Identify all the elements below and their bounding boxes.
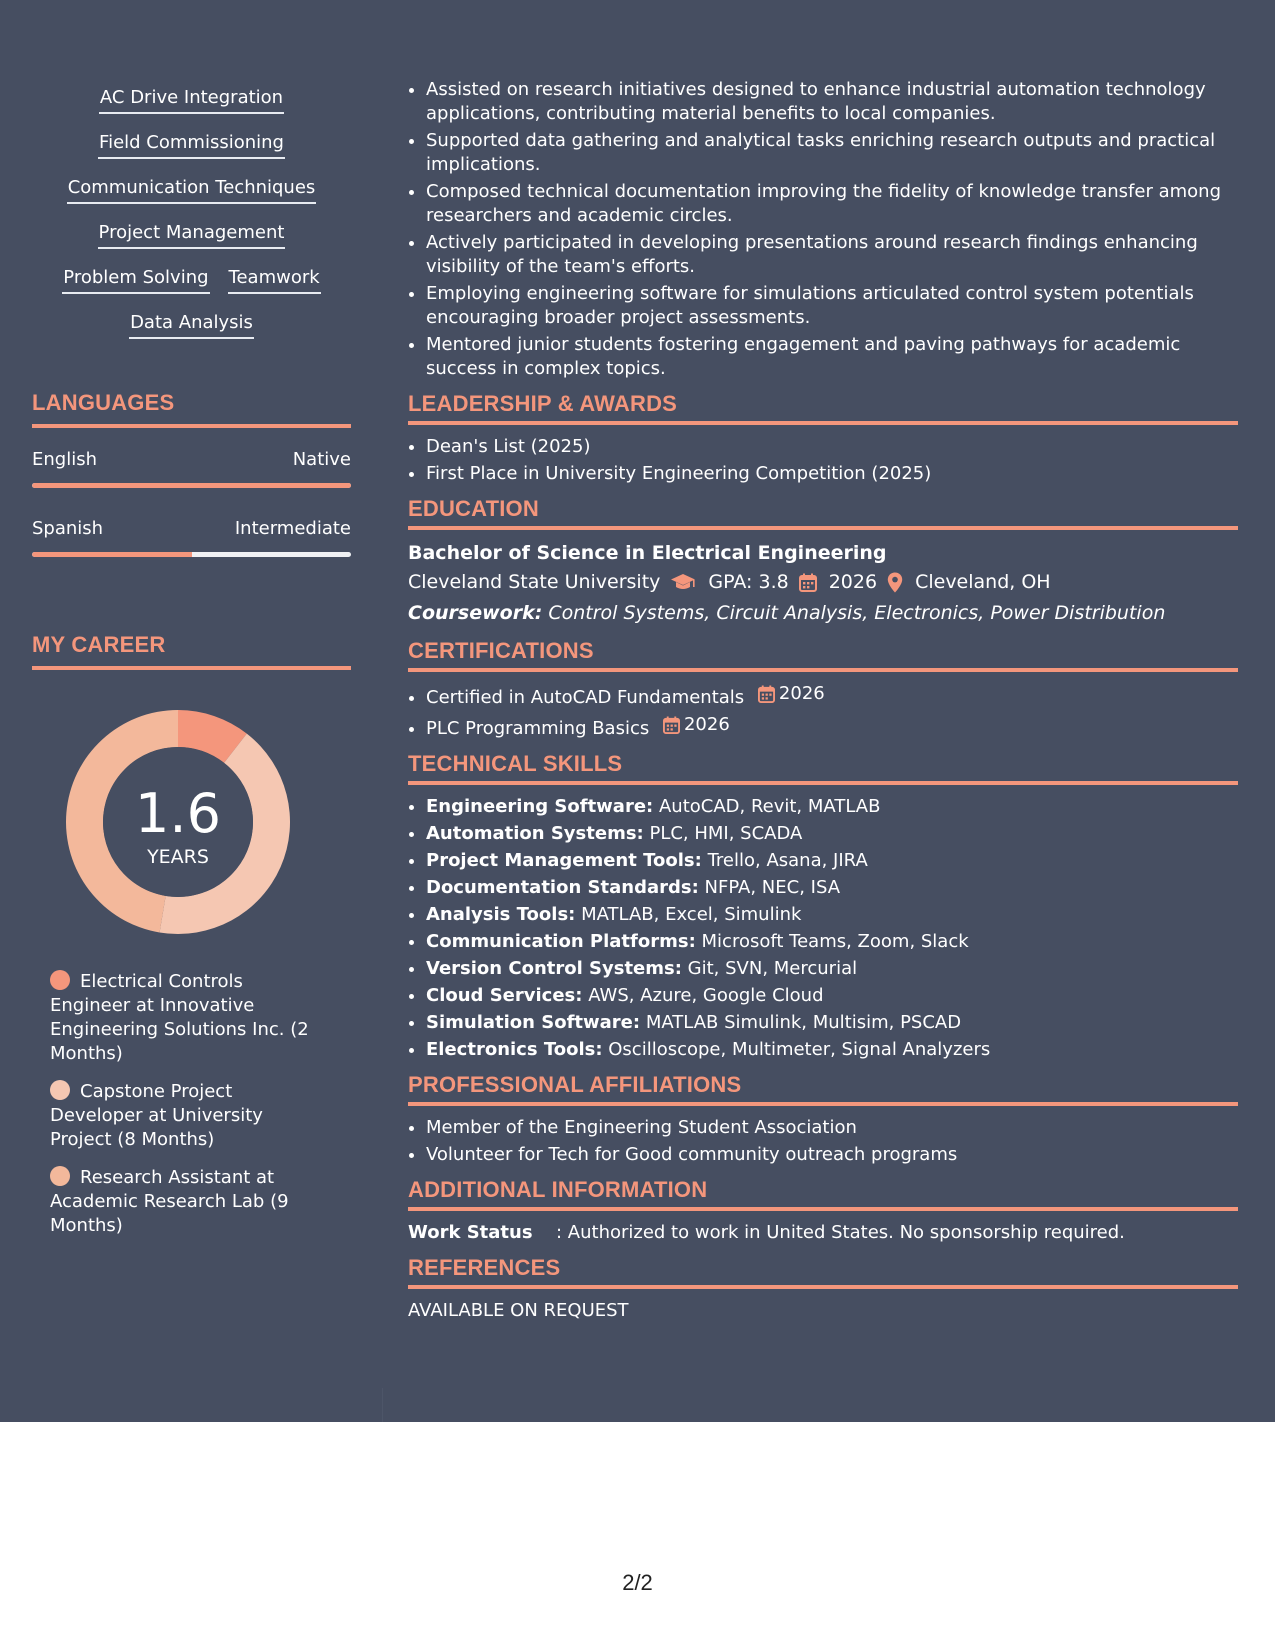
tech-skill-value: MATLAB Simulink, Multisim, PSCAD (645, 1012, 962, 1033)
language-item (32, 518, 351, 557)
language-proficiency-fill (32, 483, 351, 488)
calendar-icon (758, 685, 775, 703)
language-level: Intermediate (234, 518, 351, 539)
tech-skill-label: Simulation Software: (426, 1012, 641, 1033)
affiliation-item: • Member of the Engineering Student Association (426, 1116, 1238, 1140)
skill-tag: Communication Techniques (67, 176, 317, 204)
location-pin-icon (887, 572, 903, 593)
tech-skill-value: Microsoft Teams, Zoom, Slack (701, 931, 969, 952)
technical-skills-section (408, 752, 1238, 1062)
education-section (408, 497, 1238, 628)
tech-skill-value: AutoCAD, Revit, MATLAB (658, 796, 881, 817)
tech-skill-item (426, 1038, 1238, 1062)
career-legend-label: Electrical Controls Engineer at Innovative Engineering Solutions Inc. (2 Months) (50, 971, 309, 1064)
career-legend-item (50, 970, 320, 1066)
experience-bullet: • Supported data gathering and analytical tasks enriching research outputs and practical implications. (426, 129, 1238, 177)
tech-skill-item (426, 957, 1238, 981)
calendar-icon (799, 573, 817, 592)
certification-year: 2026 (778, 683, 825, 704)
tech-skill-value: PLC, HMI, SCADA (649, 823, 803, 844)
references-text: AVAILABLE ON REQUEST (408, 1300, 629, 1321)
skill-tags (32, 86, 351, 356)
experience-bullets (408, 78, 1238, 381)
tech-skill-item (426, 930, 1238, 954)
experience-bullet: • Assisted on research initiatives designed to enhance industrial automation technology applications, contributing material benefits to local companies. (426, 78, 1238, 126)
column-divider (382, 1388, 383, 1422)
tech-skill-value: Git, SVN, Mercurial (687, 958, 858, 979)
certification-year: 2026 (683, 714, 730, 735)
awards-section (408, 392, 1238, 486)
tech-skill-item (426, 822, 1238, 846)
school-location: Cleveland, OH (915, 571, 1051, 593)
tech-skill-value: AWS, Azure, Google Cloud (588, 985, 824, 1006)
page-number: 2/2 (622, 1570, 653, 1595)
certification-name: Certified in AutoCAD Fundamentals (426, 687, 745, 708)
legend-dot-icon (50, 970, 70, 990)
career-donut-chart (66, 710, 290, 934)
legend-dot-icon (50, 1166, 70, 1186)
tech-skill-label: Project Management Tools: (426, 850, 702, 871)
coursework-label: Coursework: (408, 602, 543, 624)
language-level: Native (292, 449, 351, 470)
tech-skill-value: MATLAB, Excel, Simulink (581, 904, 802, 925)
skill-tag: AC Drive Integration (99, 86, 284, 114)
language-name: Spanish (32, 518, 104, 539)
work-status-value: : Authorized to work in United States. No sponsorship required. (556, 1222, 1125, 1243)
career-heading: MY CAREER (32, 632, 351, 670)
award-item: • Dean's List (2025) (426, 435, 1238, 459)
calendar-icon (663, 716, 680, 734)
experience-bullet: • Employing engineering software for simulations articulated control system potentials encouraging broader project assessments. (426, 282, 1238, 330)
coursework (408, 598, 1238, 628)
technical-skills-heading: TECHNICAL SKILLS (408, 752, 1238, 785)
references-heading: REFERENCES (408, 1256, 1238, 1289)
tech-skill-item (426, 876, 1238, 900)
tech-skill-item (426, 903, 1238, 927)
additional-info-heading: ADDITIONAL INFORMATION (408, 1178, 1238, 1211)
language-proficiency-fill (32, 552, 192, 557)
references-section (408, 1256, 1238, 1323)
tech-skill-value: Trello, Asana, JIRA (707, 850, 868, 871)
tech-skill-label: Cloud Services: (426, 985, 583, 1006)
tech-skill-item (426, 984, 1238, 1008)
work-status-label: Work Status (408, 1222, 533, 1243)
language-item (32, 449, 351, 488)
graduation-year: 2026 (828, 571, 878, 593)
certification-name: PLC Programming Basics (426, 718, 650, 739)
certification-item (426, 682, 1238, 710)
career-legend-label: Capstone Project Developer at University Project (8 Months) (50, 1081, 263, 1150)
tech-skill-value: NFPA, NEC, ISA (704, 877, 841, 898)
skill-tag: Problem Solving (62, 266, 209, 294)
work-status-row (408, 1221, 1238, 1245)
skill-tag: Data Analysis (129, 311, 254, 339)
experience-bullet: • Composed technical documentation improving the fidelity of knowledge transfer among researchers and academic circles. (426, 180, 1238, 228)
tech-skill-label: Communication Platforms: (426, 931, 696, 952)
tech-skill-item (426, 795, 1238, 819)
education-details (408, 566, 1238, 598)
tech-skill-label: Electronics Tools: (426, 1039, 603, 1060)
skill-tag: Teamwork (228, 266, 321, 294)
career-total-years: 1.6 (135, 782, 221, 845)
tech-skill-label: Analysis Tools: (426, 904, 576, 925)
awards-heading: LEADERSHIP & AWARDS (408, 392, 1238, 425)
education-heading: EDUCATION (408, 497, 1238, 530)
tech-skill-label: Documentation Standards: (426, 877, 699, 898)
career-total-unit: YEARS (147, 846, 209, 868)
certification-item (426, 713, 1238, 741)
degree-title: Bachelor of Science in Electrical Engineering (408, 542, 887, 564)
school-name: Cleveland State University (408, 571, 661, 593)
gpa: GPA: 3.8 (708, 571, 789, 593)
skill-tag: Project Management (98, 221, 286, 249)
award-item: • First Place in University Engineering Competition (2025) (426, 462, 1238, 486)
career-legend-item (50, 1166, 320, 1238)
affiliations-section (408, 1073, 1238, 1167)
certifications-section (408, 639, 1238, 741)
career-legend-label: Research Assistant at Academic Research Lab (9 Months) (50, 1167, 289, 1236)
affiliation-item: • Volunteer for Tech for Good community outreach programs (426, 1143, 1238, 1167)
language-name: English (32, 449, 97, 470)
experience-bullet: • Mentored junior students fostering engagement and paving pathways for academic success in complex topics. (426, 333, 1238, 381)
language-proficiency-bar (32, 552, 351, 557)
tech-skill-item (426, 849, 1238, 873)
tech-skill-item (426, 1011, 1238, 1035)
tech-skill-label: Engineering Software: (426, 796, 654, 817)
career-legend-item (50, 1080, 320, 1152)
additional-info-section (408, 1178, 1238, 1245)
language-proficiency-bar (32, 483, 351, 488)
certifications-heading: CERTIFICATIONS (408, 639, 1238, 672)
skill-tag: Field Commissioning (98, 131, 285, 159)
tech-skill-label: Automation Systems: (426, 823, 644, 844)
tech-skill-value: Oscilloscope, Multimeter, Signal Analyzers (608, 1039, 991, 1060)
affiliations-heading: PROFESSIONAL AFFILIATIONS (408, 1073, 1238, 1106)
graduation-cap-icon (670, 573, 696, 591)
tech-skill-label: Version Control Systems: (426, 958, 682, 979)
right-column (408, 78, 1238, 1323)
languages-heading: LANGUAGES (32, 390, 351, 428)
coursework-list: Control Systems, Circuit Analysis, Electronics, Power Distribution (548, 602, 1166, 624)
career-legend (50, 970, 320, 1252)
legend-dot-icon (50, 1080, 70, 1100)
experience-bullet: • Actively participated in developing presentations around research findings enhancing visibility of the team's efforts. (426, 231, 1238, 279)
